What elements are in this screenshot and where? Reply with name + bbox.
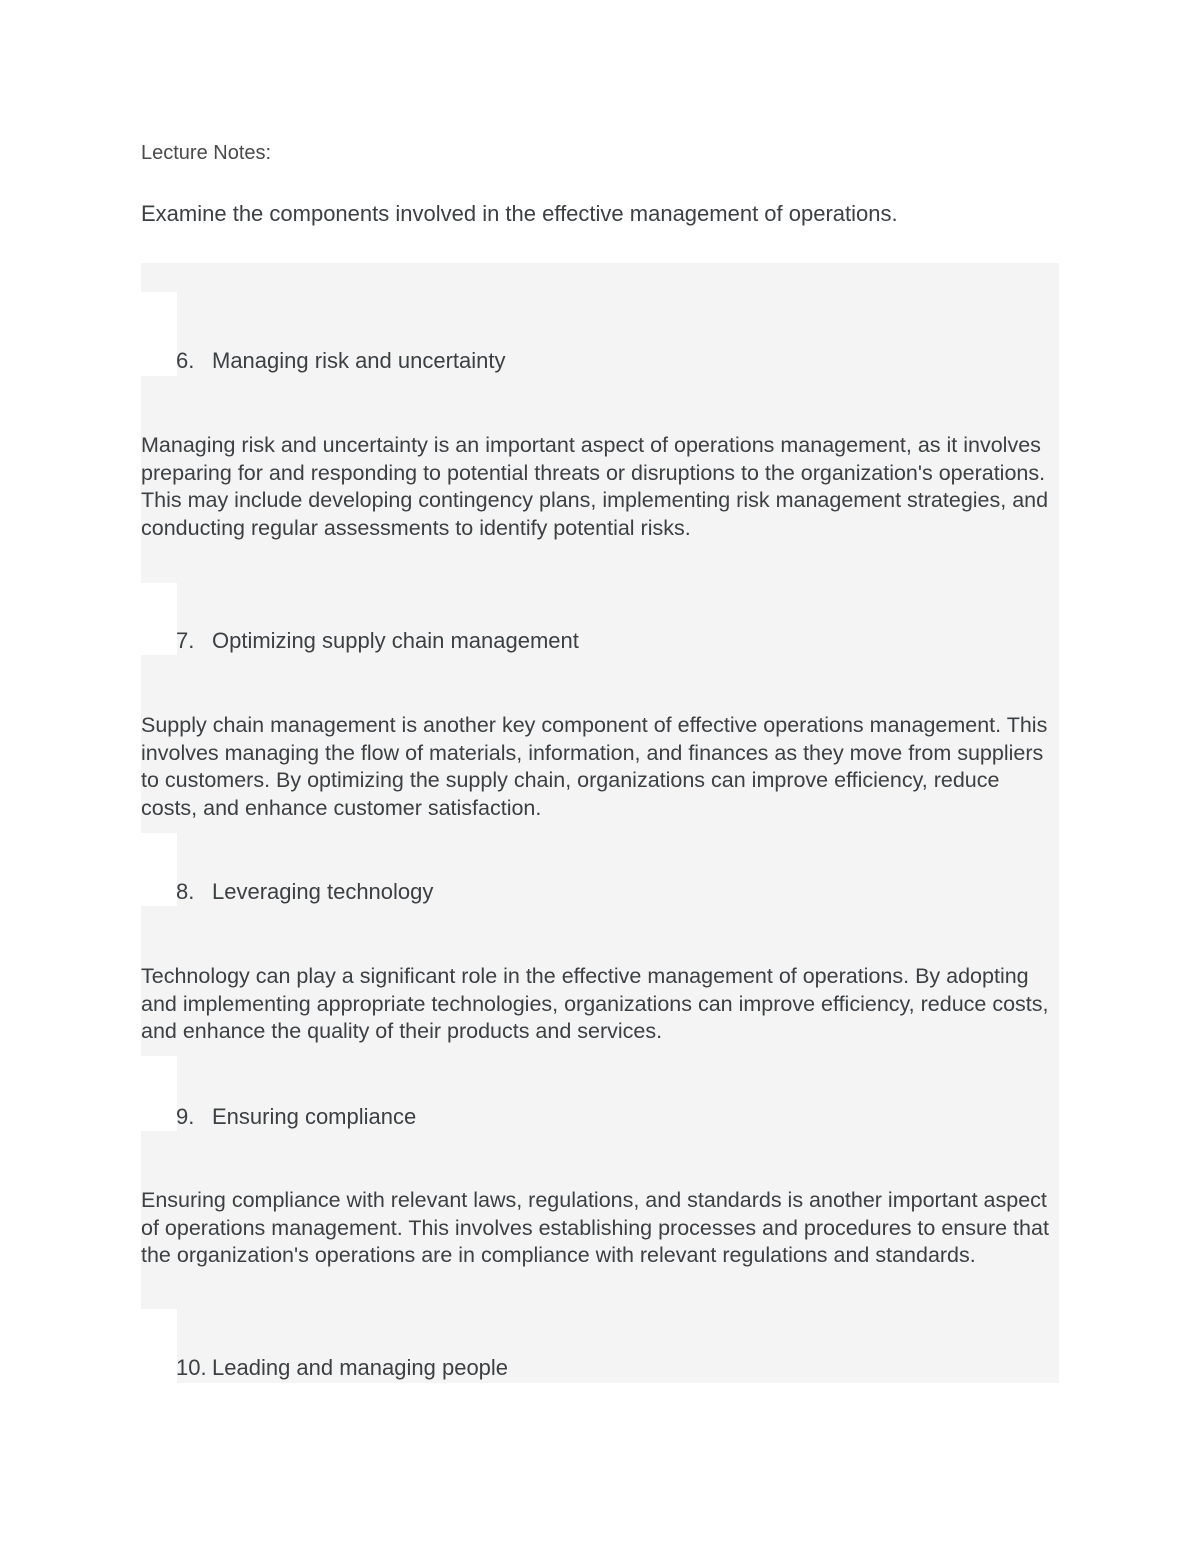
answer-shading-top xyxy=(141,263,177,292)
section-heading xyxy=(176,879,433,905)
section-title: Leading and managing people xyxy=(212,1355,509,1380)
prompt-text: Examine the components involved in the effective management of operations. xyxy=(141,201,898,226)
section-body: Ensuring compliance with relevant laws, regulations, and standards is another important aspect of operations management. This involves establishing processes and procedures to ensure that the organization's operations are in compliance with relevant regulations and standards. xyxy=(141,1188,1049,1267)
section-body: Managing risk and uncertainty is an important aspect of operations management, as it involves preparing for and responding to potential threats or disruptions to the organization's operations. This may include developing contingency plans, implementing risk management strategies, and conducting regular assessments to identify potential risks. xyxy=(141,433,1049,540)
section-body: Technology can play a significant role in the effective management of operations. By adopting and implementing appropriate technologies, organizations can improve efficiency, reduce costs, and enhance the quality of their products and services. xyxy=(141,964,1049,1043)
lecture-notes-label: Lecture Notes: xyxy=(141,142,272,164)
section-heading xyxy=(176,1104,416,1130)
section-number: 7. xyxy=(176,628,195,653)
section-number: 6. xyxy=(176,348,195,373)
section-heading xyxy=(176,348,506,374)
section-heading xyxy=(176,1355,508,1381)
section-body: Supply chain management is another key component of effective operations management. This involves managing the flow of materials, information, and finances as they move from suppliers to customers. By optimizing the supply chain, organizations can improve efficiency, reduce costs, and enhance customer satisfaction. xyxy=(141,713,1048,820)
section-number: 8. xyxy=(176,879,195,904)
section-heading xyxy=(176,628,579,654)
section-title: Leveraging technology xyxy=(212,879,434,904)
section-number: 9. xyxy=(176,1104,195,1129)
section-title: Optimizing supply chain management xyxy=(212,628,579,653)
section-number: 10. xyxy=(176,1355,207,1380)
section-title: Ensuring compliance xyxy=(212,1104,417,1129)
section-title: Managing risk and uncertainty xyxy=(212,348,506,373)
